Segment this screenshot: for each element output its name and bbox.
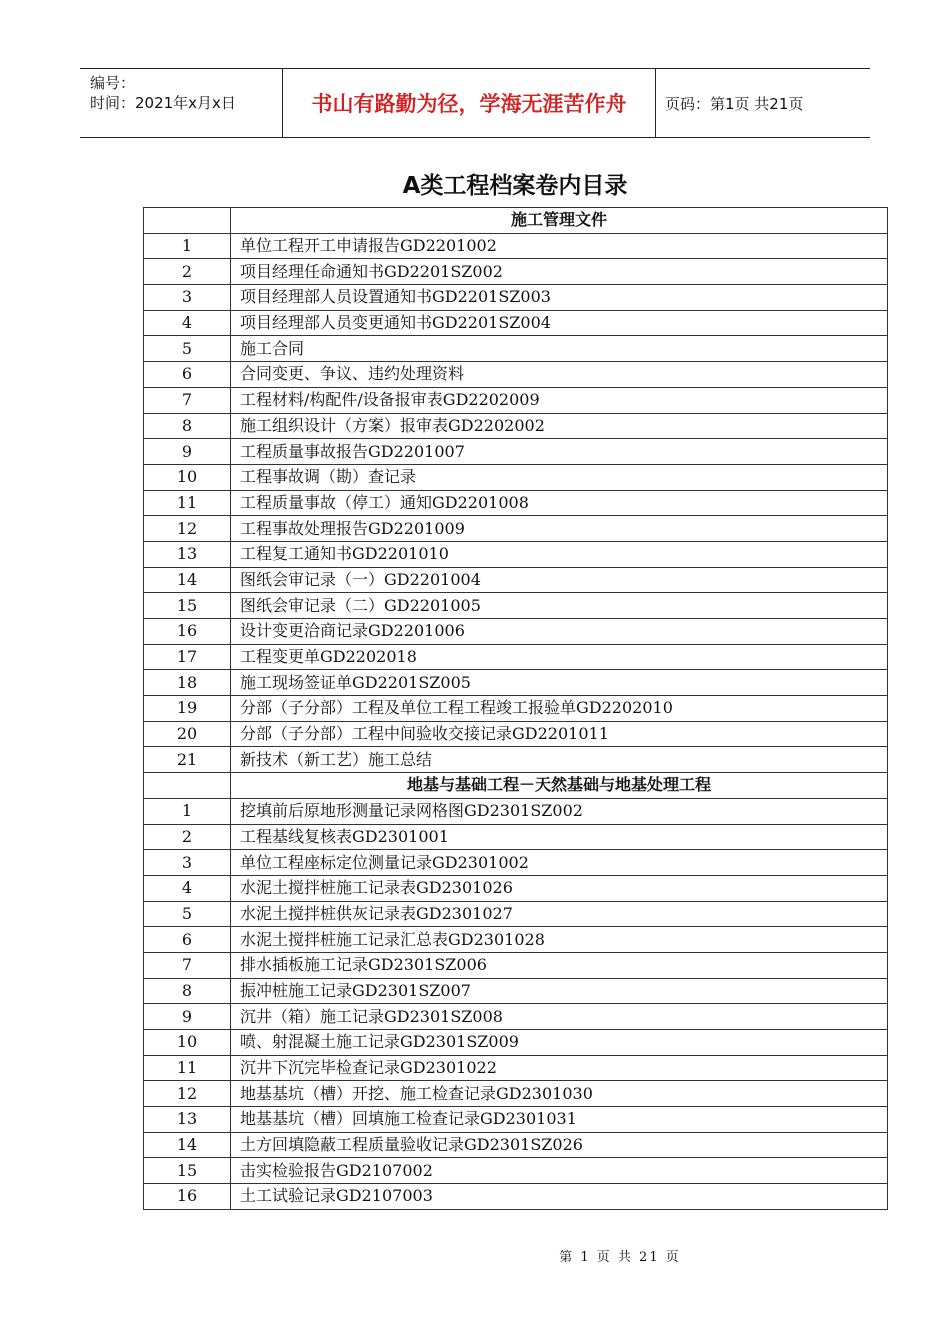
table-row [144, 1081, 888, 1107]
item-number: 19 [144, 696, 231, 722]
section-header-row [144, 208, 888, 234]
item-number: 4 [144, 875, 231, 901]
table-row [144, 952, 888, 978]
table-row [144, 593, 888, 619]
section-header-row [144, 773, 888, 799]
table-row [144, 1184, 888, 1210]
section-heading: 施工管理文件 [231, 208, 888, 234]
item-name: 挖填前后原地形测量记录网格图GD2301SZ002 [231, 798, 888, 824]
item-name: 水泥土搅拌桩供灰记录表GD2301027 [231, 901, 888, 927]
table-row [144, 285, 888, 311]
table-row [144, 1107, 888, 1133]
item-name: 图纸会审记录（一）GD2201004 [231, 567, 888, 593]
item-number: 5 [144, 336, 231, 362]
item-number: 4 [144, 310, 231, 336]
header-meta [90, 73, 280, 113]
item-name: 施工组织设计（方案）报审表GD2202002 [231, 413, 888, 439]
item-number: 3 [144, 285, 231, 311]
item-name: 土方回填隐蔽工程质量验收记录GD2301SZ026 [231, 1132, 888, 1158]
table-row [144, 233, 888, 259]
item-number: 16 [144, 1184, 231, 1210]
item-name: 工程变更单GD2202018 [231, 644, 888, 670]
page-info: 页码：第1页 共21页 [665, 94, 804, 113]
table-row [144, 978, 888, 1004]
table-row [144, 850, 888, 876]
motto: 书山有路勤为径，学海无涯苦作舟 [282, 69, 656, 137]
item-name: 水泥土搅拌桩施工记录表GD2301026 [231, 875, 888, 901]
item-number: 15 [144, 593, 231, 619]
table-row [144, 1004, 888, 1030]
item-name: 击实检验报告GD2107002 [231, 1158, 888, 1184]
item-name: 工程质量事故（停工）通知GD2201008 [231, 490, 888, 516]
table-row [144, 901, 888, 927]
item-number: 16 [144, 619, 231, 645]
item-number: 5 [144, 901, 231, 927]
item-number: 7 [144, 952, 231, 978]
document-title: A类工程档案卷内目录 [402, 173, 628, 199]
item-number: 12 [144, 1081, 231, 1107]
table-row [144, 362, 888, 388]
item-name: 工程事故处理报告GD2201009 [231, 516, 888, 542]
item-number: 8 [144, 413, 231, 439]
item-name: 地基基坑（槽）回填施工检查记录GD2301031 [231, 1107, 888, 1133]
item-name: 工程质量事故报告GD2201007 [231, 439, 888, 465]
table-row [144, 875, 888, 901]
item-name: 工程基线复核表GD2301001 [231, 824, 888, 850]
time-label: 时间：2021年x月x日 [90, 94, 236, 112]
item-name: 振冲桩施工记录GD2301SZ007 [231, 978, 888, 1004]
table-row [144, 541, 888, 567]
table-row [144, 747, 888, 773]
item-name: 单位工程座标定位测量记录GD2301002 [231, 850, 888, 876]
item-name: 施工现场签证单GD2201SZ005 [231, 670, 888, 696]
item-number: 11 [144, 490, 231, 516]
table-row [144, 439, 888, 465]
item-name: 设计变更洽商记录GD2201006 [231, 619, 888, 645]
item-number: 6 [144, 927, 231, 953]
item-number: 12 [144, 516, 231, 542]
table-row [144, 490, 888, 516]
item-number: 3 [144, 850, 231, 876]
item-number: 6 [144, 362, 231, 388]
item-number: 20 [144, 721, 231, 747]
item-number: 10 [144, 1030, 231, 1056]
table-row [144, 798, 888, 824]
table-row [144, 413, 888, 439]
item-name: 项目经理部人员设置通知书GD2201SZ003 [231, 285, 888, 311]
table-row [144, 696, 888, 722]
item-name: 项目经理任命通知书GD2201SZ002 [231, 259, 888, 285]
table-row [144, 721, 888, 747]
section-number-cell [144, 208, 231, 234]
page-header [80, 68, 870, 138]
catalog-table [143, 207, 888, 1210]
item-number: 1 [144, 798, 231, 824]
item-name: 分部（子分部）工程及单位工程工程竣工报验单GD2202010 [231, 696, 888, 722]
item-number: 15 [144, 1158, 231, 1184]
table-row [144, 644, 888, 670]
item-name: 工程材料/构配件/设备报审表GD2202009 [231, 387, 888, 413]
item-number: 17 [144, 644, 231, 670]
item-name: 喷、射混凝土施工记录GD2301SZ009 [231, 1030, 888, 1056]
item-number: 14 [144, 567, 231, 593]
table-row [144, 567, 888, 593]
table-row [144, 824, 888, 850]
item-number: 13 [144, 1107, 231, 1133]
item-name: 排水插板施工记录GD2301SZ006 [231, 952, 888, 978]
item-number: 8 [144, 978, 231, 1004]
item-number: 13 [144, 541, 231, 567]
item-number: 9 [144, 1004, 231, 1030]
page-footer: 第 1 页 共 21 页 [559, 1250, 681, 1265]
item-name: 水泥土搅拌桩施工记录汇总表GD2301028 [231, 927, 888, 953]
item-number: 21 [144, 747, 231, 773]
item-name: 单位工程开工申请报告GD2201002 [231, 233, 888, 259]
table-row [144, 1132, 888, 1158]
item-name: 沉井（箱）施工记录GD2301SZ008 [231, 1004, 888, 1030]
table-row [144, 1158, 888, 1184]
item-name: 施工合同 [231, 336, 888, 362]
item-name: 工程复工通知书GD2201010 [231, 541, 888, 567]
item-number: 1 [144, 233, 231, 259]
item-name: 工程事故调（勘）查记录 [231, 464, 888, 490]
item-name: 项目经理部人员变更通知书GD2201SZ004 [231, 310, 888, 336]
number-label: 编号： [90, 74, 136, 92]
table-row [144, 259, 888, 285]
table-row [144, 336, 888, 362]
table-row [144, 670, 888, 696]
item-number: 11 [144, 1055, 231, 1081]
table-row [144, 619, 888, 645]
item-number: 2 [144, 259, 231, 285]
table-row [144, 387, 888, 413]
table-row [144, 1055, 888, 1081]
item-number: 14 [144, 1132, 231, 1158]
item-number: 2 [144, 824, 231, 850]
item-name: 地基基坑（槽）开挖、施工检查记录GD2301030 [231, 1081, 888, 1107]
table-row [144, 310, 888, 336]
table-row [144, 1030, 888, 1056]
table-row [144, 516, 888, 542]
item-number: 7 [144, 387, 231, 413]
section-heading: 地基与基础工程－天然基础与地基处理工程 [231, 773, 888, 799]
item-name: 新技术（新工艺）施工总结 [231, 747, 888, 773]
item-number: 9 [144, 439, 231, 465]
item-name: 分部（子分部）工程中间验收交接记录GD2201011 [231, 721, 888, 747]
item-name: 合同变更、争议、违约处理资料 [231, 362, 888, 388]
item-number: 10 [144, 464, 231, 490]
item-name: 图纸会审记录（二）GD2201005 [231, 593, 888, 619]
table-row [144, 464, 888, 490]
item-name: 土工试验记录GD2107003 [231, 1184, 888, 1210]
item-number: 18 [144, 670, 231, 696]
item-name: 沉井下沉完毕检查记录GD2301022 [231, 1055, 888, 1081]
section-number-cell [144, 773, 231, 799]
table-row [144, 927, 888, 953]
